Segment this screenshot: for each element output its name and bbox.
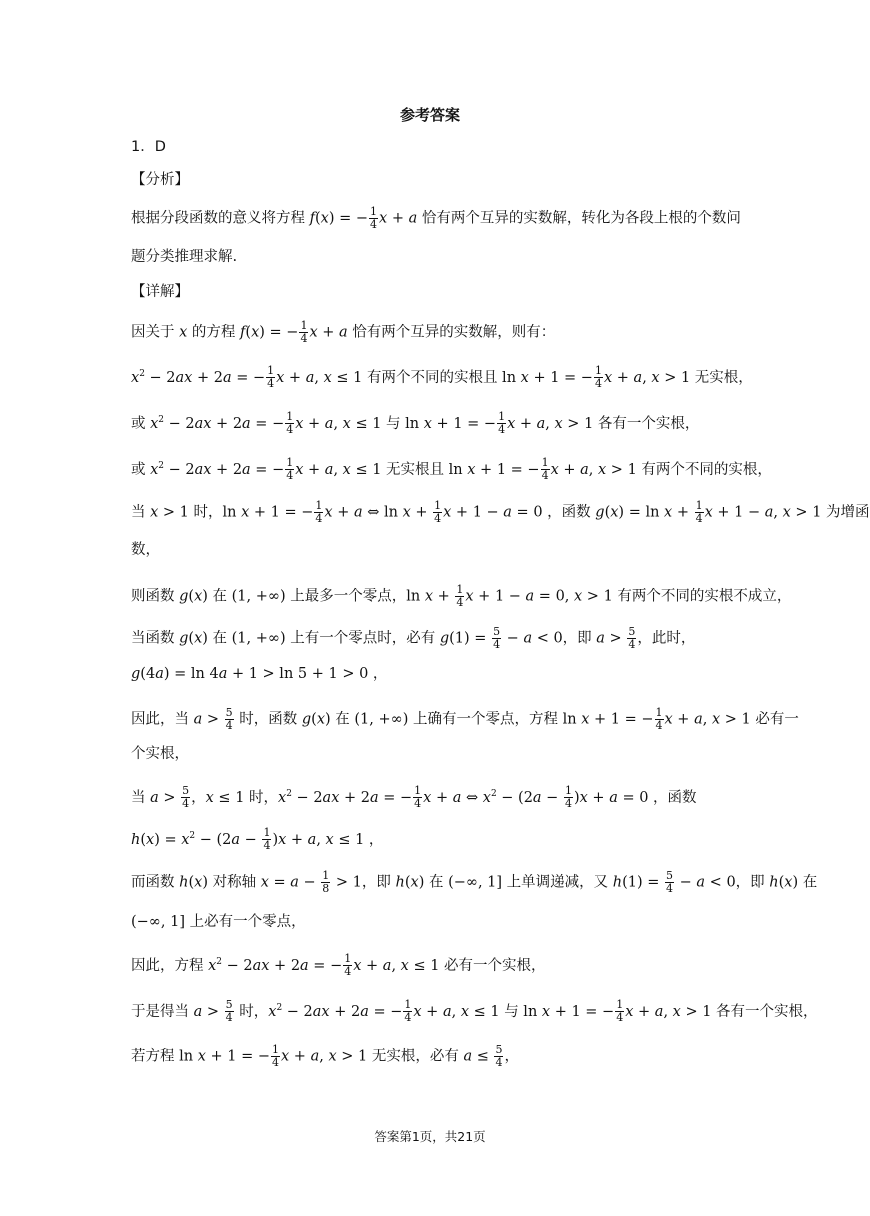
question-number: 1．D	[131, 139, 166, 155]
detail-line: 数，	[131, 542, 160, 558]
detail-line: 或 $x^2 - 2ax + 2a$ = − $\frac{1}{4}$ x + a, x ≤ 1 无实根且 ln x + 1 = − $\frac{1}{4}$ x + a, x > 1 有两个不同的实根，	[131, 456, 772, 483]
analysis-heading: 【分析】	[131, 172, 189, 188]
page-title: 参考答案	[399, 106, 460, 124]
detail-line: 于是得当 a > $\frac{5}{4}$ 时，$x^2 - 2ax + 2a$ = − $\frac{1}{4}$ x + a, x ≤ 1 与 ln x + 1 = − $\frac{1}{4}$ x + a, x > 1 各有一个实根，	[131, 998, 818, 1025]
detail-line: 则函数 g(x) 在 (1, +∞) 上最多一个零点，ln x + $\frac{1}{4}$ x + 1 − a = 0, x > 1 有两个不同的实根不成立，	[131, 583, 792, 609]
detail-heading: 【详解】	[131, 284, 189, 300]
detail-line: 若方程 ln x + 1 = − $\frac{1}{4}$ x + a, x > 1 无实根，必有 a ≤ $\frac{5}{4}$ ，	[131, 1043, 519, 1069]
detail-line: 或 $x^2 - 2ax + 2a$ = − $\frac{1}{4}$ x + a, x ≤ 1 与 ln x + 1 = − $\frac{1}{4}$ x + a, x > 1 各有一个实根，	[131, 410, 700, 437]
detail-line: g(4a) = ln 4a + 1 > ln 5 + 1 > 0 ，	[131, 666, 388, 682]
detail-line: (−∞, 1] 上必有一个零点，	[131, 914, 306, 930]
detail-line: 而函数 h(x) 对称轴 x = a − $\frac{1}{8}$ > 1，即 h(x) 在 (−∞, 1] 上单调递减，又 h(1) = $\frac{5}{4}$ − a < 0，即 h(x) 在	[131, 869, 818, 895]
detail-line: $h(x) = x^2 - (2a$ − $\frac{1}{4}$ )x + a, x ≤ 1 ，	[131, 826, 384, 853]
detail-line: 因此，当 a > $\frac{5}{4}$ 时，函数 g(x) 在 (1, +∞) 上确有一个零点，方程 ln x + 1 = − $\frac{1}{4}$ x + a, x > 1 必有一	[131, 706, 799, 732]
detail-line: 当 x > 1 时，ln x + 1 = − $\frac{1}{4}$ x + a ⇔ ln x + $\frac{1}{4}$ x + 1 − a = 0 ，函数 g(x) = ln x + $\frac{1}{4}$ x + 1 − a, x > 1 为增函	[131, 499, 870, 525]
detail-line: $x^2 - 2ax + 2a$ = − $\frac{1}{4}$ x + a, x ≤ 1 有两个不同的实根且 ln x + 1 = − $\frac{1}{4}$ x + a, x > 1 无实根，	[131, 364, 753, 391]
detail-line: 因关于 x 的方程 f(x) = − $\frac{1}{4}$ x + a 恰有两个互异的实数解，则有：	[131, 319, 556, 345]
detail-line: 当 a > $\frac{5}{4}$ ，x ≤ 1 时，$x^2 - 2ax + 2a$ = − $\frac{1}{4}$ x + a ⇔ $x^2 - (2a$ − $\frac{1}{4}$ )x + a = 0 ，函数	[131, 784, 697, 811]
page-footer: 答案第1页，共21页	[374, 1129, 486, 1144]
detail-line: 当函数 g(x) 在 (1, +∞) 上有一个零点时，必有 g(1) = $\frac{5}{4}$ − a < 0，即 a > $\frac{5}{4}$ ，此时，	[131, 625, 696, 651]
detail-line: 因此，方程 $x^2 - 2ax + 2a$ = − $\frac{1}{4}$ x + a, x ≤ 1 必有一个实根，	[131, 952, 546, 979]
detail-line: 个实根，	[131, 746, 189, 762]
analysis-line-1: 根据分段函数的意义将方程 f(x) = − $\frac{1}{4}$ x + a 恰有两个互异的实数解，转化为各段上根的个数问	[131, 205, 741, 231]
analysis-line-2: 题分类推理求解.	[131, 249, 238, 265]
